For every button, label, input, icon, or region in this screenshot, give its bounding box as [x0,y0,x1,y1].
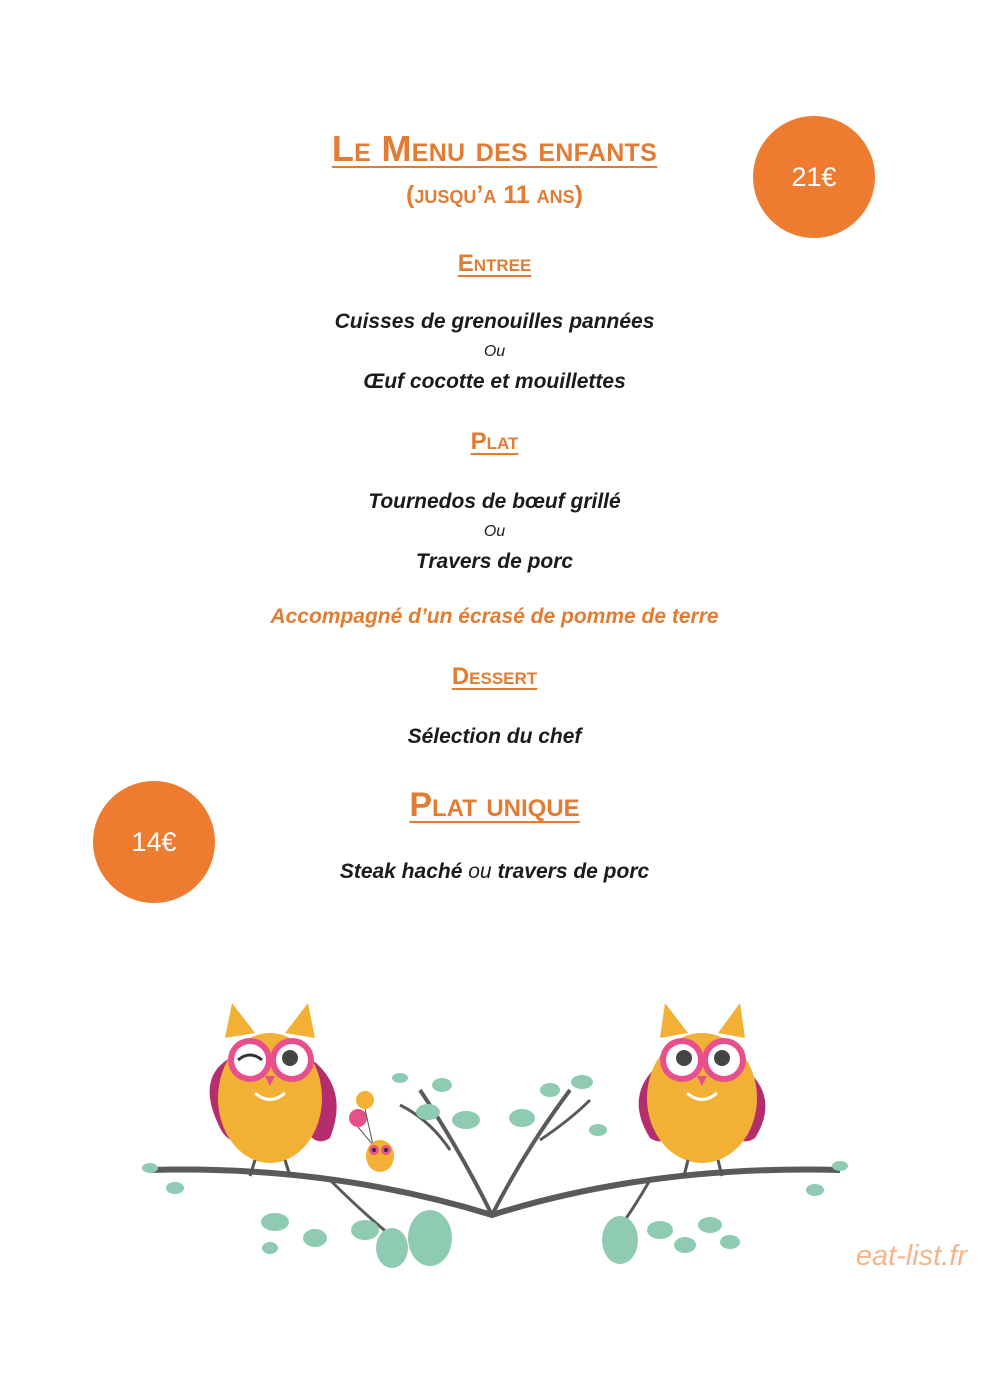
balloons-icon [349,1091,374,1145]
entree-option-1: Cuisses de grenouilles pannées [334,310,655,333]
plat-unique-price-badge: 14€ [93,781,215,903]
plat-heading: Plat [470,428,519,455]
menu-title: Le Menu des enfants [331,128,658,169]
plat-unique-or: ou [468,860,492,883]
entree-heading: Entree [457,250,532,277]
plat-or: Ou [483,523,506,540]
plat-unique-option-1: Steak haché [339,860,463,883]
plat-side-dish: Accompagné d’un écrasé de pomme de terre [270,605,719,628]
dessert-option-1: Sélection du chef [407,725,582,748]
entree-or: Ou [483,343,506,360]
owls-on-branch-illustration [130,990,850,1290]
baby-owl-icon [366,1140,394,1172]
watermark: eat-list.fr [855,1240,967,1272]
plat-unique-options [0,860,989,884]
plat-option-1: Tournedos de bœuf grillé [368,490,621,513]
entree-option-2: Œuf cocotte et mouillettes [363,370,626,393]
owl-icon [639,1003,766,1176]
menu-price-badge: 21€ [753,116,875,238]
dessert-heading: Dessert [451,663,538,690]
owl-winking-icon [210,1003,337,1176]
plat-unique-option-2: travers de porc [497,860,650,883]
plat-unique-heading: Plat unique [409,786,580,824]
plat-option-2: Travers de porc [415,550,574,573]
menu-subtitle: (jusqu’a 11 ans) [406,181,583,209]
